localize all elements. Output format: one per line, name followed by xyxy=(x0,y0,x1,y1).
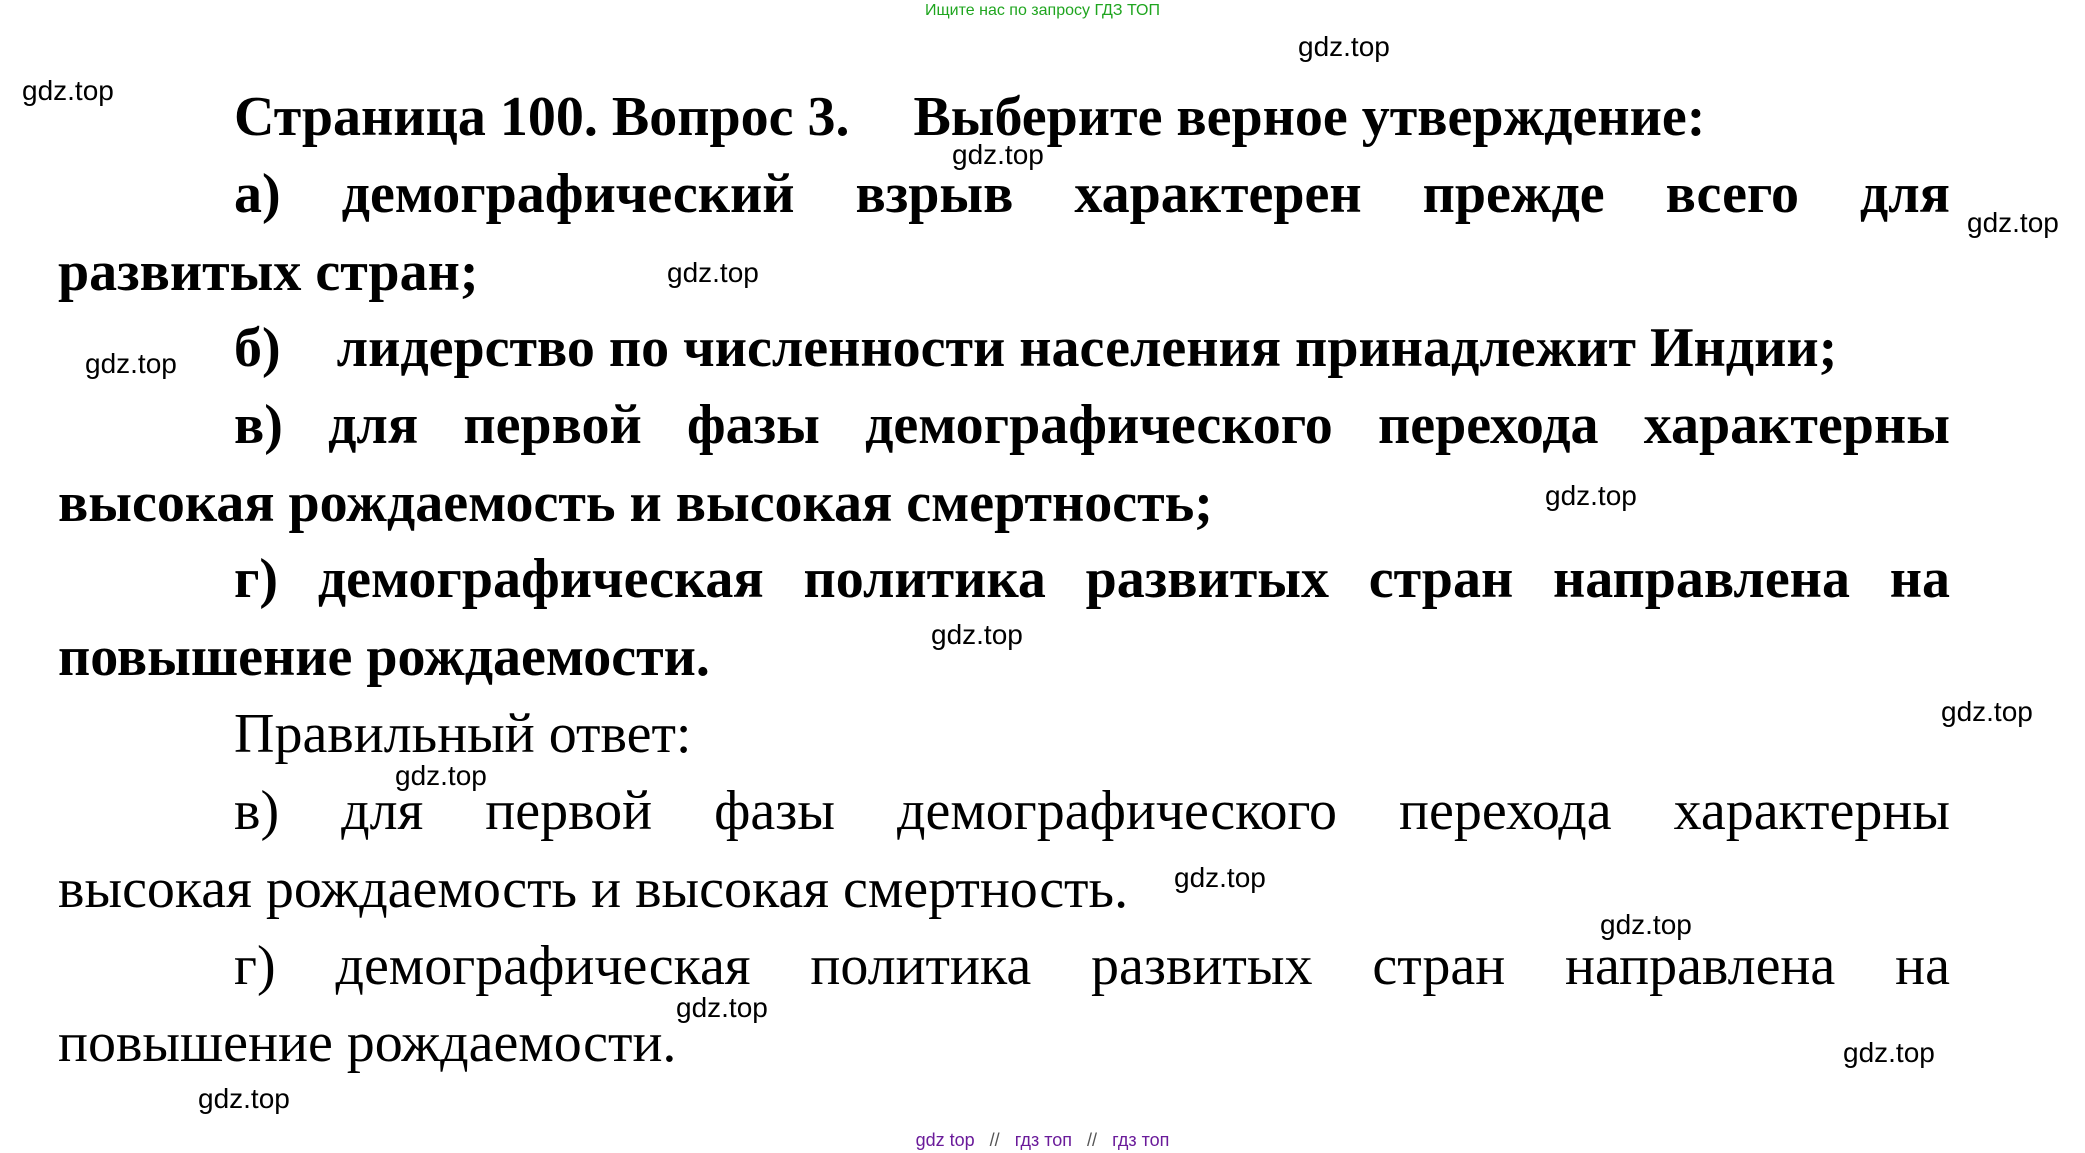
search-banner-link[interactable]: Ищите нас по запросу ГДЗ ТОП xyxy=(925,2,1160,19)
watermark: gdz.top xyxy=(1174,862,1266,893)
option-a-line1: а) демографический взрыв характерен прежде всего для xyxy=(234,163,1950,225)
option-b: б) лидерство по численности населения принадлежит Индии; xyxy=(234,317,1838,379)
answer-g-line2: повышение рождаемости. xyxy=(58,1012,677,1074)
question-prompt: Выберите верное утверждение: xyxy=(913,86,1706,148)
answer-label: Правильный ответ: xyxy=(234,703,692,765)
answer-v-line1: в) для первой фазы демографического перехода характерны xyxy=(234,780,1950,842)
footer-links xyxy=(0,1130,2085,1151)
answer-v-line2: высокая рождаемость и высокая смертность. xyxy=(58,858,1129,920)
watermark: gdz.top xyxy=(85,348,177,379)
option-v-line2: высокая рождаемость и высокая смертность; xyxy=(58,472,1213,534)
footer-separator: // xyxy=(989,1130,1000,1150)
footer-link-gdz-top[interactable]: gdz top xyxy=(915,1130,975,1150)
watermark: gdz.top xyxy=(931,619,1023,650)
watermark: gdz.top xyxy=(1600,909,1692,940)
question-title xyxy=(234,85,1705,149)
page-number: Страница 100. Вопрос 3. xyxy=(234,86,850,148)
watermark: gdz.top xyxy=(395,760,487,791)
watermark: gdz.top xyxy=(1843,1037,1935,1068)
option-v-line1: в) для первой фазы демографического перехода характерны xyxy=(234,394,1950,456)
watermark: gdz.top xyxy=(676,992,768,1023)
watermark: gdz.top xyxy=(1941,696,2033,727)
option-a-line2: развитых стран; xyxy=(58,241,479,303)
option-g-line2: повышение рождаемости. xyxy=(58,626,710,688)
footer-separator: // xyxy=(1087,1130,1098,1150)
watermark: gdz.top xyxy=(22,75,114,106)
footer-link-gdz-top-ru[interactable]: гдз топ xyxy=(1014,1130,1073,1150)
watermark: gdz.top xyxy=(667,257,759,288)
answer-g-line1: г) демографическая политика развитых стран направлена на xyxy=(234,935,1950,997)
watermark: gdz.top xyxy=(1545,480,1637,511)
watermark: gdz.top xyxy=(1298,31,1390,62)
watermark: gdz.top xyxy=(952,139,1044,170)
watermark: gdz.top xyxy=(1967,207,2059,238)
option-g-line1: г) демографическая политика развитых стран направлена на xyxy=(234,548,1950,610)
watermark: gdz.top xyxy=(198,1083,290,1114)
footer-link-gdz-top-ru-2[interactable]: гдз топ xyxy=(1112,1130,1170,1150)
